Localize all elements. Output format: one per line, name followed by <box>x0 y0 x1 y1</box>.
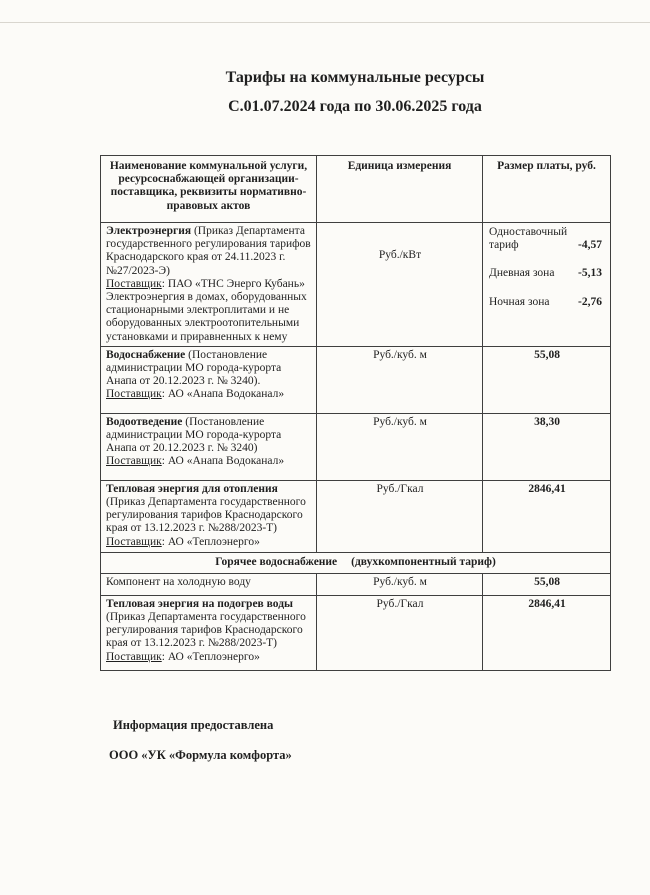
service-note: Электроэнергия в домах, оборудованных стационарными электроплитами и не оборудованных электроотопительными установками и приравненных к нему <box>106 291 307 343</box>
supplier-label: Поставщик <box>106 277 162 290</box>
service-name: Водоснабжение <box>106 348 186 361</box>
supplier-label: Поставщик <box>106 455 162 468</box>
table-header-row <box>101 156 611 223</box>
header-service: Наименование коммунальной услуги, ресурсоснабжающей организации-поставщика, реквизиты нормативно-правовых актов <box>101 156 317 223</box>
cold-water-service-cell: Компонент на холодную воду <box>101 573 317 595</box>
section-subtitle: (двухкомпонентный тариф) <box>351 556 496 569</box>
tariff-label: Дневная зона <box>489 267 555 280</box>
service-name: Водоотведение <box>106 415 183 428</box>
supplier-label: Поставщик <box>106 535 162 548</box>
supplier-label: Поставщик <box>106 650 162 663</box>
tariff-value: -4,57 <box>578 239 602 252</box>
scan-artifact-line <box>0 22 650 23</box>
row-water-supply <box>101 346 611 413</box>
service-details: (Приказ Департамента государственного регулирования тарифов Краснодарского края от 24.11.2023 г. №27/2023-Э) <box>106 225 311 277</box>
supplier-name: : ПАО «ТНС Энерго Кубань» <box>161 277 305 290</box>
cold-water-price-cell: 55,08 <box>483 573 611 595</box>
service-details: (Постановление администрации МО города-курорта Анапа от 20.12.2023 г. № 3240). <box>106 348 282 388</box>
tariff-value: -5,13 <box>578 267 602 280</box>
tariff-line <box>489 267 602 280</box>
row-heating <box>101 480 611 552</box>
cold-water-unit-cell: Руб./куб. м <box>317 573 483 595</box>
service-name: Электроэнергия <box>106 225 192 237</box>
document-footer <box>109 718 292 763</box>
electricity-price-cell <box>483 223 611 347</box>
heating-service-cell <box>101 480 317 552</box>
hot-water-section-cell <box>101 552 611 573</box>
water-heating-price-cell: 2846,41 <box>483 595 611 670</box>
service-name: Тепловая энергия для отопления <box>106 482 278 495</box>
service-name: Тепловая энергия на подогрев воды <box>106 597 293 610</box>
water-disposal-service-cell <box>101 413 317 480</box>
section-title: Горячее водоснабжение <box>215 556 338 569</box>
electricity-service-cell <box>101 223 317 347</box>
water-heating-unit-cell: Руб./Гкал <box>317 595 483 670</box>
water-supply-service-cell <box>101 346 317 413</box>
tariff-label: Одноставочный тариф <box>489 226 568 252</box>
row-cold-water-component <box>101 573 611 595</box>
row-electricity <box>101 223 611 347</box>
water-disposal-unit-cell: Руб./куб. м <box>317 413 483 480</box>
water-disposal-price-cell: 38,30 <box>483 413 611 480</box>
tariff-value: -2,76 <box>578 295 602 308</box>
document-title <box>100 68 610 117</box>
service-details: (Постановление администрации МО города-курорта Анапа от 20.12.2023 г. № 3240) <box>106 415 282 455</box>
service-details: (Приказ Департамента государственного регулирования тарифов Краснодарского края от 13.12.2023 г. №288/2023-Т) <box>106 496 306 535</box>
supplier-name: : АО «Теплоэнерго» <box>161 650 260 663</box>
row-hot-water-section <box>101 552 611 573</box>
tariff-label: Ночная зона <box>489 295 550 308</box>
tariff-line <box>489 226 602 252</box>
title-line-1: Тарифы на коммунальные ресурсы <box>225 69 485 86</box>
water-supply-unit-cell: Руб./куб. м <box>317 346 483 413</box>
electricity-unit-cell: Руб./кВт <box>317 223 483 347</box>
supplier-name: : АО «Анапа Водоканал» <box>161 455 285 468</box>
heating-price-cell: 2846,41 <box>483 480 611 552</box>
row-water-disposal <box>101 413 611 480</box>
service-details: (Приказ Департамента государственного регулирования тарифов Краснодарского края от 13.12.2023 г. №288/2023-Т) <box>106 611 306 650</box>
tariffs-table <box>100 155 611 671</box>
title-line-2: С.01.07.2024 года по 30.06.2025 года <box>228 98 482 115</box>
tariff-line <box>489 296 602 309</box>
header-unit: Единица измерения <box>317 156 483 223</box>
footer-line-1: Информация предоставлена <box>113 718 274 732</box>
supplier-name: : АО «Анапа Водоканал» <box>161 388 285 401</box>
footer-line-2: ООО «УК «Формула комфорта» <box>109 748 292 762</box>
heating-unit-cell: Руб./Гкал <box>317 480 483 552</box>
header-price: Размер платы, руб. <box>483 156 611 223</box>
supplier-label: Поставщик <box>106 388 162 401</box>
water-heating-service-cell <box>101 595 317 670</box>
water-supply-price-cell: 55,08 <box>483 346 611 413</box>
supplier-name: : АО «Теплоэнерго» <box>161 535 260 548</box>
row-water-heating <box>101 595 611 670</box>
